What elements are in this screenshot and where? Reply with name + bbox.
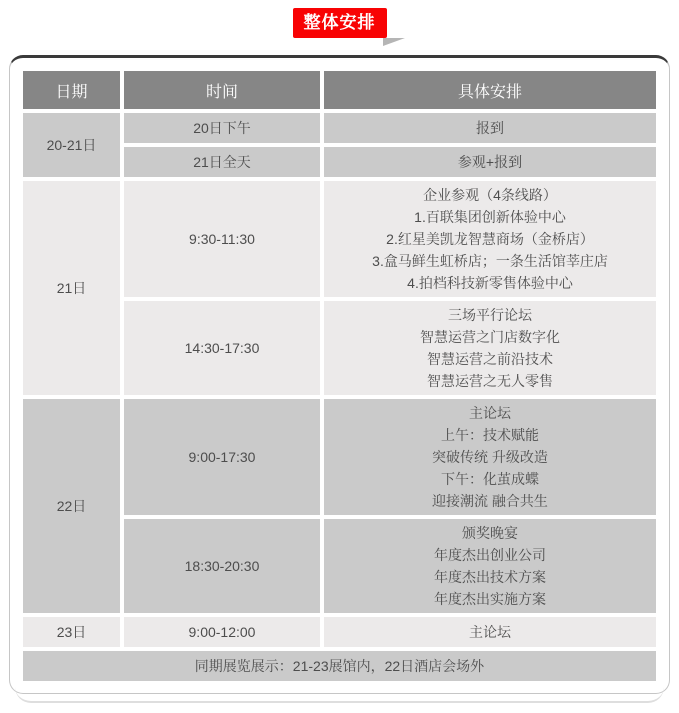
time-cell: 18:30-20:30: [124, 519, 320, 613]
date-cell: 21日: [23, 181, 120, 395]
detail-cell: 三场平行论坛 智慧运营之门店数字化 智慧运营之前沿技术 智慧运营之无人零售: [324, 301, 656, 395]
table-row: [23, 181, 656, 297]
time-cell: 20日下午: [124, 113, 320, 143]
schedule-card: [9, 55, 670, 694]
table-row: [23, 113, 656, 143]
date-cell: 23日: [23, 617, 120, 647]
detail-cell: 主论坛: [324, 617, 656, 647]
page-title: 整体安排: [303, 13, 376, 32]
table-row: [23, 617, 656, 647]
page-title-badge: [293, 8, 387, 38]
schedule-table: [19, 67, 660, 685]
time-cell: 9:30-11:30: [124, 181, 320, 297]
detail-cell: 主论坛 上午：技术赋能 突破传统 升级改造 下午：化茧成蝶 迎接潮流 融合共生: [324, 399, 656, 515]
badge-fold-shadow-icon: [383, 38, 405, 46]
time-cell: 9:00-17:30: [124, 399, 320, 515]
badge-row: [0, 8, 679, 38]
column-header-0: 日期: [23, 71, 120, 109]
footer-row: [23, 651, 656, 681]
detail-cell: 参观+报到: [324, 147, 656, 177]
header-row: [23, 71, 656, 109]
footer-note: 同期展览展示：21-23展馆内，22日酒店会场外: [23, 651, 656, 681]
detail-cell: 颁奖晚宴 年度杰出创业公司 年度杰出技术方案 年度杰出实施方案: [324, 519, 656, 613]
time-cell: 14:30-17:30: [124, 301, 320, 395]
date-cell: 22日: [23, 399, 120, 613]
time-cell: 9:00-12:00: [124, 617, 320, 647]
detail-cell: 企业参观（4条线路） 1.百联集团创新体验中心 2.红星美凯龙智慧商场（金桥店） 3.盒马鲜生虹桥店；一条生活馆莘庄店 4.拍档科技新零售体验中心: [324, 181, 656, 297]
column-header-2: 具体安排: [324, 71, 656, 109]
date-cell: 20-21日: [23, 113, 120, 177]
column-header-1: 时间: [124, 71, 320, 109]
table-row: [23, 399, 656, 515]
detail-cell: 报到: [324, 113, 656, 143]
time-cell: 21日全天: [124, 147, 320, 177]
